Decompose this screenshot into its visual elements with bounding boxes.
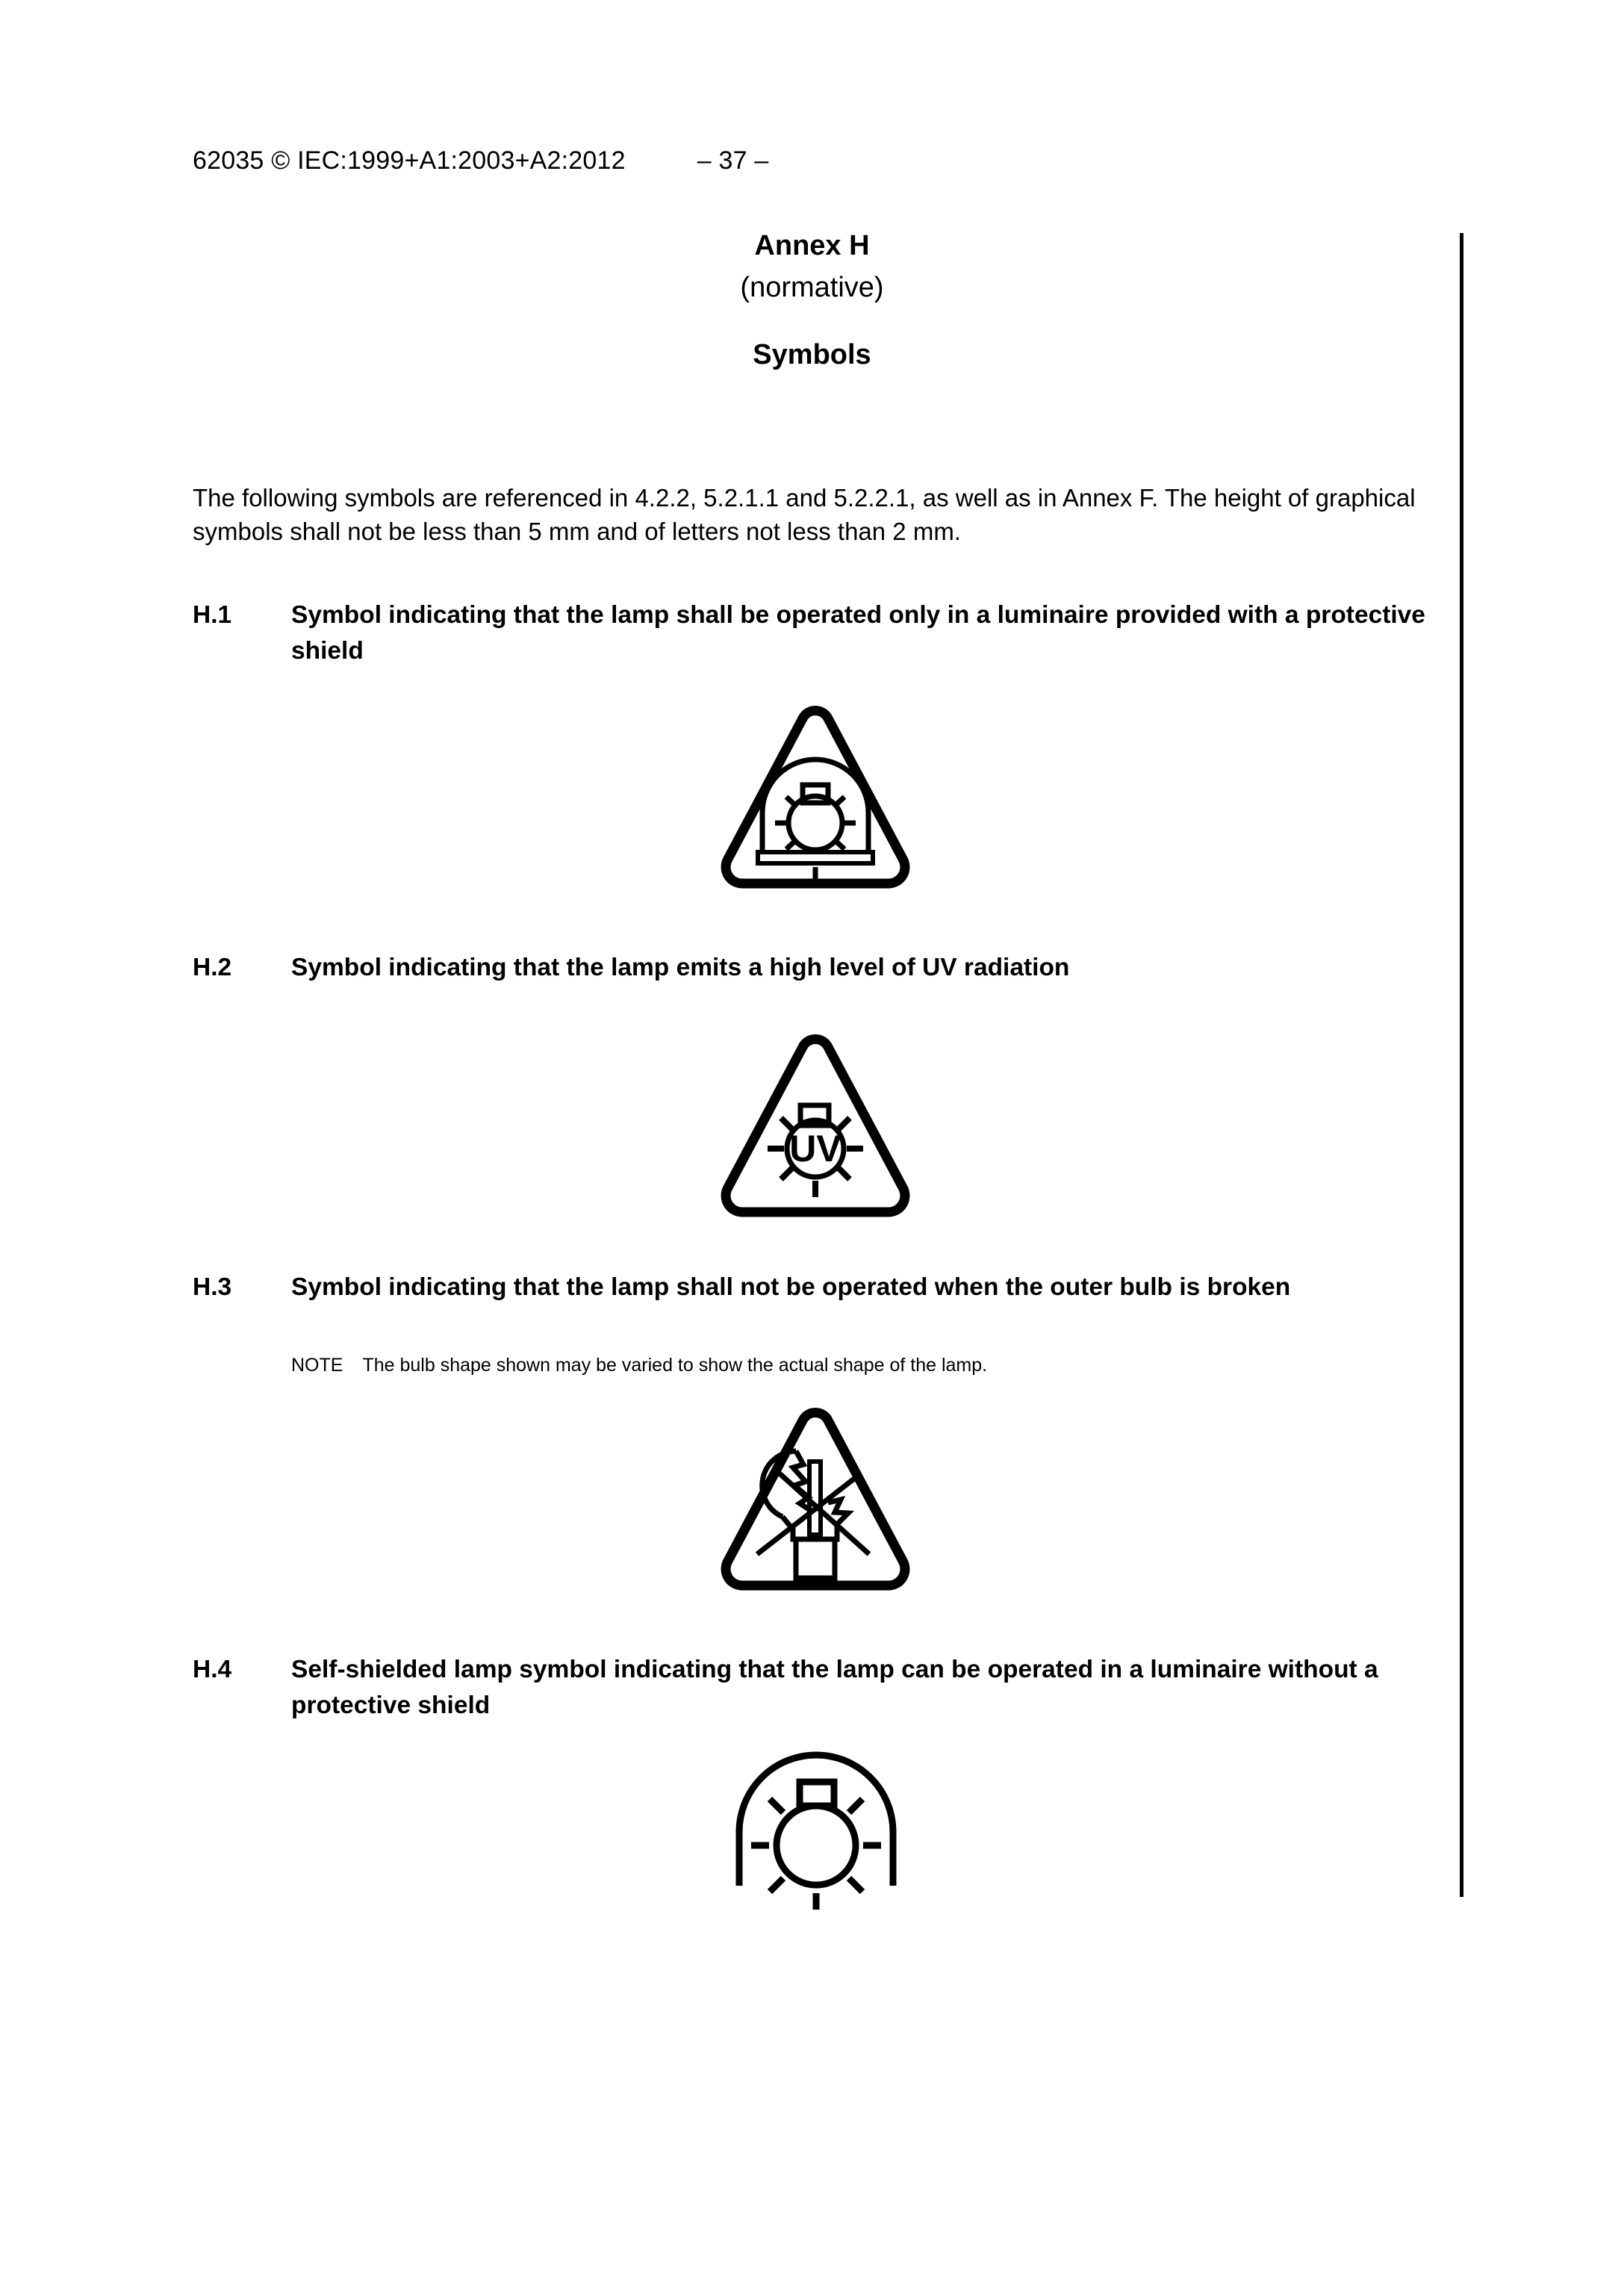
self-shielded-lamp-symbol: [723, 1751, 909, 1912]
clause-h4: [193, 1652, 1469, 1723]
annex-subject-heading: Symbols: [753, 339, 871, 370]
warning-triangle-uv-radiation-icon: [715, 1034, 915, 1220]
document-identifier: 62035 © IEC:1999+A1:2003+A2:2012: [193, 146, 626, 175]
change-bar: [1460, 233, 1463, 1897]
note-label: NOTE: [291, 1355, 343, 1376]
clause-h2: [193, 950, 1469, 986]
clause-h1: [193, 597, 1469, 668]
page-number: – 37 –: [697, 146, 769, 175]
annex-title: Annex H: [754, 230, 870, 261]
clause-h1-title: Symbol indicating that the lamp shall be operated only in a luminaire provided with a protective shield: [291, 601, 1425, 665]
annex-heading-block: [0, 232, 1624, 369]
self-shielded-lamp-icon: [723, 1751, 909, 1912]
clause-h4-number: H.4: [193, 1656, 232, 1683]
uv-label: UV: [789, 1128, 841, 1170]
warning-triangle-shielded-luminaire-symbol: [715, 706, 915, 891]
warning-triangle-broken-bulb-symbol: [715, 1408, 915, 1593]
clause-h3-title: Symbol indicating that the lamp shall not be operated when the outer bulb is broken: [291, 1273, 1291, 1301]
warning-triangle-broken-bulb-icon: [715, 1408, 915, 1593]
clause-h2-title: Symbol indicating that the lamp emits a high level of UV radiation: [291, 954, 1070, 981]
intro-paragraph: The following symbols are referenced in 4.2.2, 5.2.1.1 and 5.2.2.1, as well as in Annex F. The height of graphical symbols shall not be less than 5 mm and of letters not less than 2 mm.: [193, 484, 1416, 545]
clause-h4-title: Self-shielded lamp symbol indicating that the lamp can be operated in a luminaire without a protective shield: [291, 1656, 1378, 1719]
warning-triangle-shielded-luminaire-icon: [715, 706, 915, 891]
clause-h2-number: H.2: [193, 954, 232, 981]
clause-h3-number: H.3: [193, 1273, 232, 1301]
note-text: The bulb shape shown may be varied to show the actual shape of the lamp.: [362, 1355, 988, 1376]
clause-h1-number: H.1: [193, 601, 232, 629]
clause-h3: [193, 1270, 1469, 1305]
warning-triangle-uv-radiation-symbol: [715, 1034, 915, 1220]
running-header: [193, 146, 768, 176]
note-h3: [291, 1353, 987, 1378]
annex-normative-label: (normative): [740, 272, 884, 303]
